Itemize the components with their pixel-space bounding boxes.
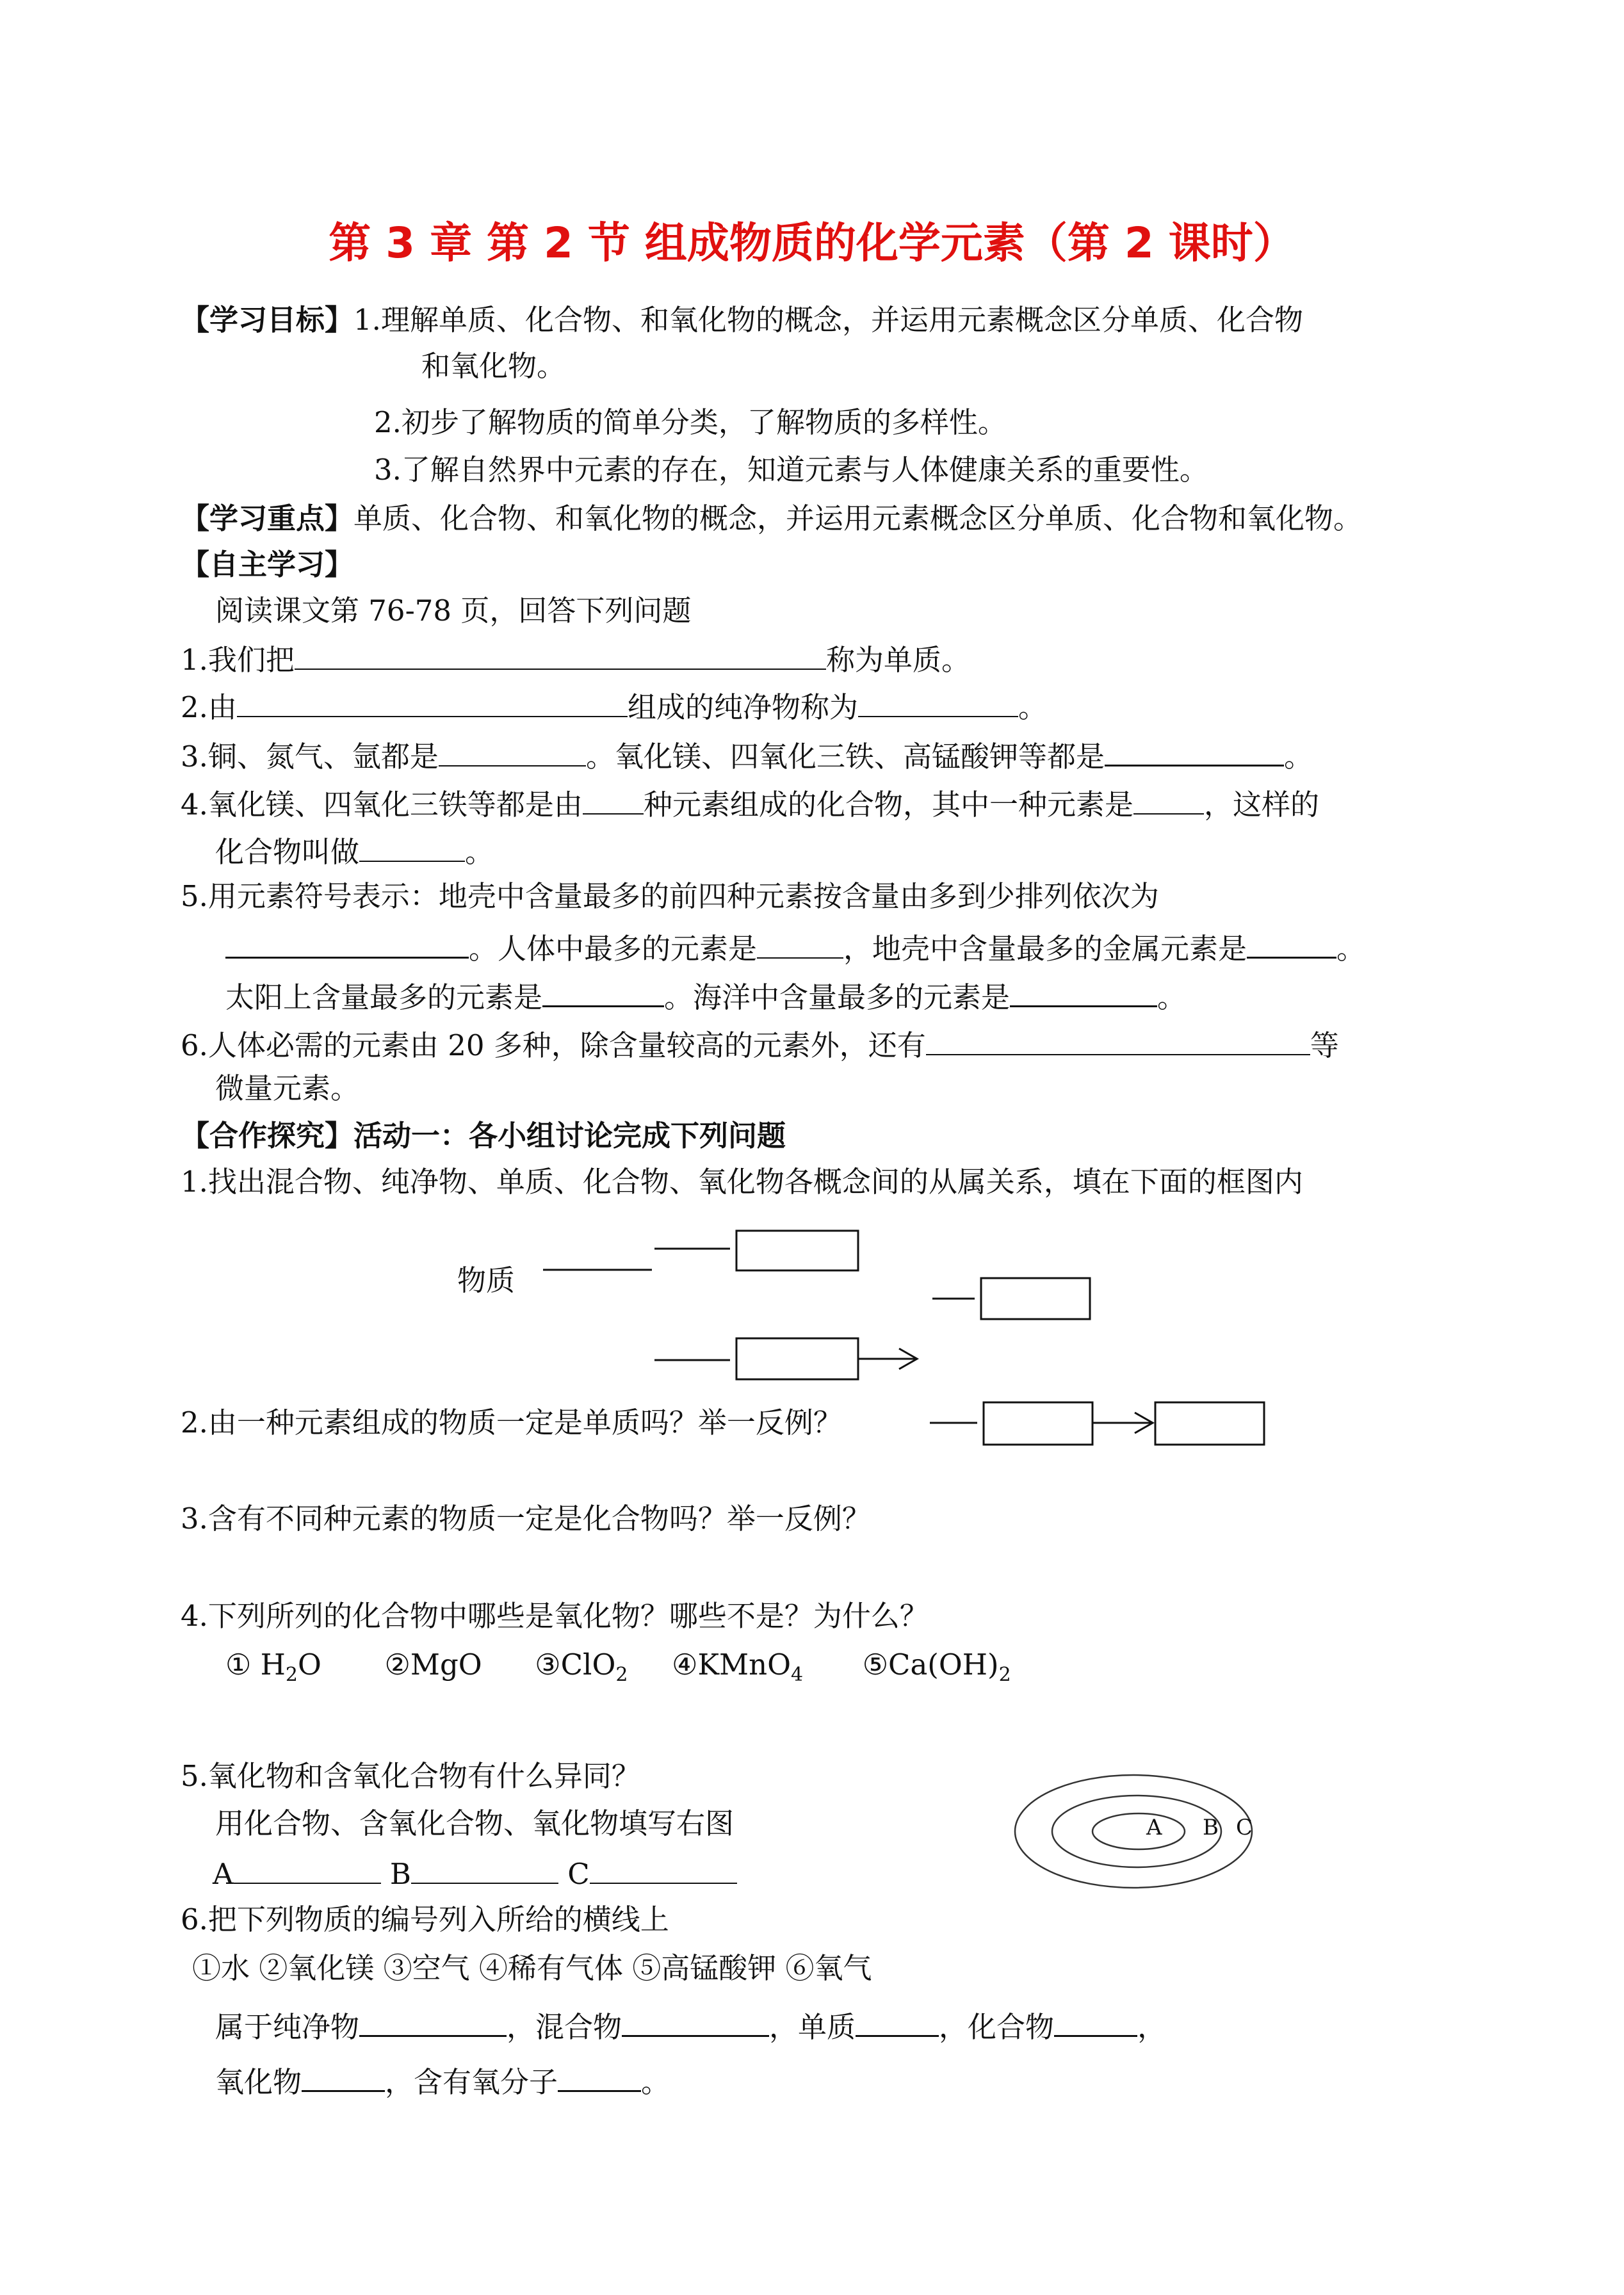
diagram-box-top [736,1231,858,1270]
self-study-q5: 5.用元素符号表示：地壳中含量最多的前四种元素按含量由多到少排列依次为 [181,879,1159,913]
key-points-text: 单质、化合物、和氧化物的概念，并运用元素概念区分单质、化合物和氧化物。 [353,501,1363,535]
cooperation-q5-blanks: A B C [213,1852,737,1894]
blank-q6-oxide[interactable] [302,2059,385,2092]
diagram-label-substance: 物质 [457,1263,516,1297]
q2-box-right [1155,1402,1264,1445]
cooperation-label: 【合作探究】活动一：各小组讨论完成下列问题 [181,1119,786,1153]
q6-line-1: 属于纯净物 ，混合物 ，单质 ，化合物 ， [215,2004,1166,2047]
self-study-q5-cont: 。人体中最多的元素是 ，地壳中含量最多的金属元素是 。 [225,926,1365,968]
blank-q6-oxygen-molecule[interactable] [558,2059,641,2092]
key-points-label: 【学习重点】 [181,501,354,535]
self-study-q3: 3.铜、氮气、氩都是 。氧化镁、四氧化三铁、高锰酸钾等都是 。 [181,734,1313,776]
blank-q6-compound[interactable] [1054,2004,1137,2037]
self-study-label: 【自主学习】 [181,547,354,581]
self-study-q6-cont: 微量元素。 [215,1071,360,1105]
objective-2: 2.初步了解物质的简单分类，了解物质的多样性。 [374,405,1007,439]
cooperation-q4: 4.下列所列的化合物中哪些是氧化物？哪些不是？为什么？ [181,1599,929,1633]
venn-label-b: B [1203,1815,1219,1840]
venn-label-c: C [1236,1815,1253,1840]
cooperation-q5: 5.氧化物和含氧化合物有什么异同？ [181,1759,640,1793]
self-study-q4: 4.氧化镁、四氧化三铁等都是由 种元素组成的化合物，其中一种元素是 ，这样的 [181,783,1319,824]
blank-q6-pure[interactable] [359,2004,507,2037]
objective-1-continued: 和氧化物。 [421,349,566,383]
self-study-q4-cont: 化合物叫做 。 [215,830,494,872]
cooperation-q2: 2.由一种元素组成的物质一定是单质吗？举一反例？ [181,1406,842,1439]
self-study-q6: 6.人体必需的元素由 20 多种，除含量较高的元素外，还有 等 [181,1023,1339,1065]
blank-q6-element[interactable] [856,2004,939,2037]
diagram-box-right [981,1278,1090,1319]
objective-3: 3.了解自然界中元素的存在，知道元素与人体健康关系的重要性。 [374,453,1208,487]
blank-q5-a[interactable] [234,1852,381,1884]
self-study-q2: 2.由 组成的纯净物称为 。 [181,685,1047,727]
cooperation-q6: 6.把下列物质的编号列入所给的横线上 [181,1902,669,1936]
venn-label-a: A [1146,1815,1162,1840]
venn-middle-ellipse [1052,1796,1221,1867]
page-title: 第 3 章 第 2 节 组成物质的化学元素（第 2 课时） [329,218,1295,268]
self-study-q1: 1.我们把 称为单质。 [181,638,970,679]
q2-box-left [984,1402,1092,1445]
venn-inner-ellipse [1092,1813,1185,1849]
cooperation-q1: 1.找出混合物、纯净物、单质、化合物、氧化物各概念间的从属关系，填在下面的框图内 [181,1165,1303,1199]
q4-formula-list: ① $H_2O$ ②MgO ③ClO$_2$ ④KMnO$_4$ $⑤Ca(OH)_2$ [225,1648,1011,1686]
q6-line-2: 氧化物 ，含有氧分子 。 [215,2059,670,2102]
self-study-intro: 阅读课文第 76-78 页，回答下列问题 [215,594,692,628]
cooperation-q5-instruction: 用化合物、含氧化合物、氧化物填写右图 [215,1806,735,1840]
q6-substance-list: ①水 ②氧化镁 ③空气 ④稀有气体 ⑤高锰酸钾 ⑥氧气 [192,1951,872,1985]
diagram-box-bottom [736,1338,858,1379]
blank-q5-b[interactable] [411,1852,558,1884]
self-study-q5-cont2: 太阳上含量最多的元素是 。海洋中含量最多的元素是 。 [225,975,1186,1017]
objective-1-text: 1.理解单质、化合物、和氧化物的概念，并运用元素概念区分单质、化合物 [353,303,1303,337]
blank-q6-mixture[interactable] [622,2004,769,2037]
blank-q5-c[interactable] [590,1852,737,1884]
cooperation-q3: 3.含有不同种元素的物质一定是化合物吗？举一反例？ [181,1502,871,1536]
objectives-label: 【学习目标】 [181,303,354,337]
